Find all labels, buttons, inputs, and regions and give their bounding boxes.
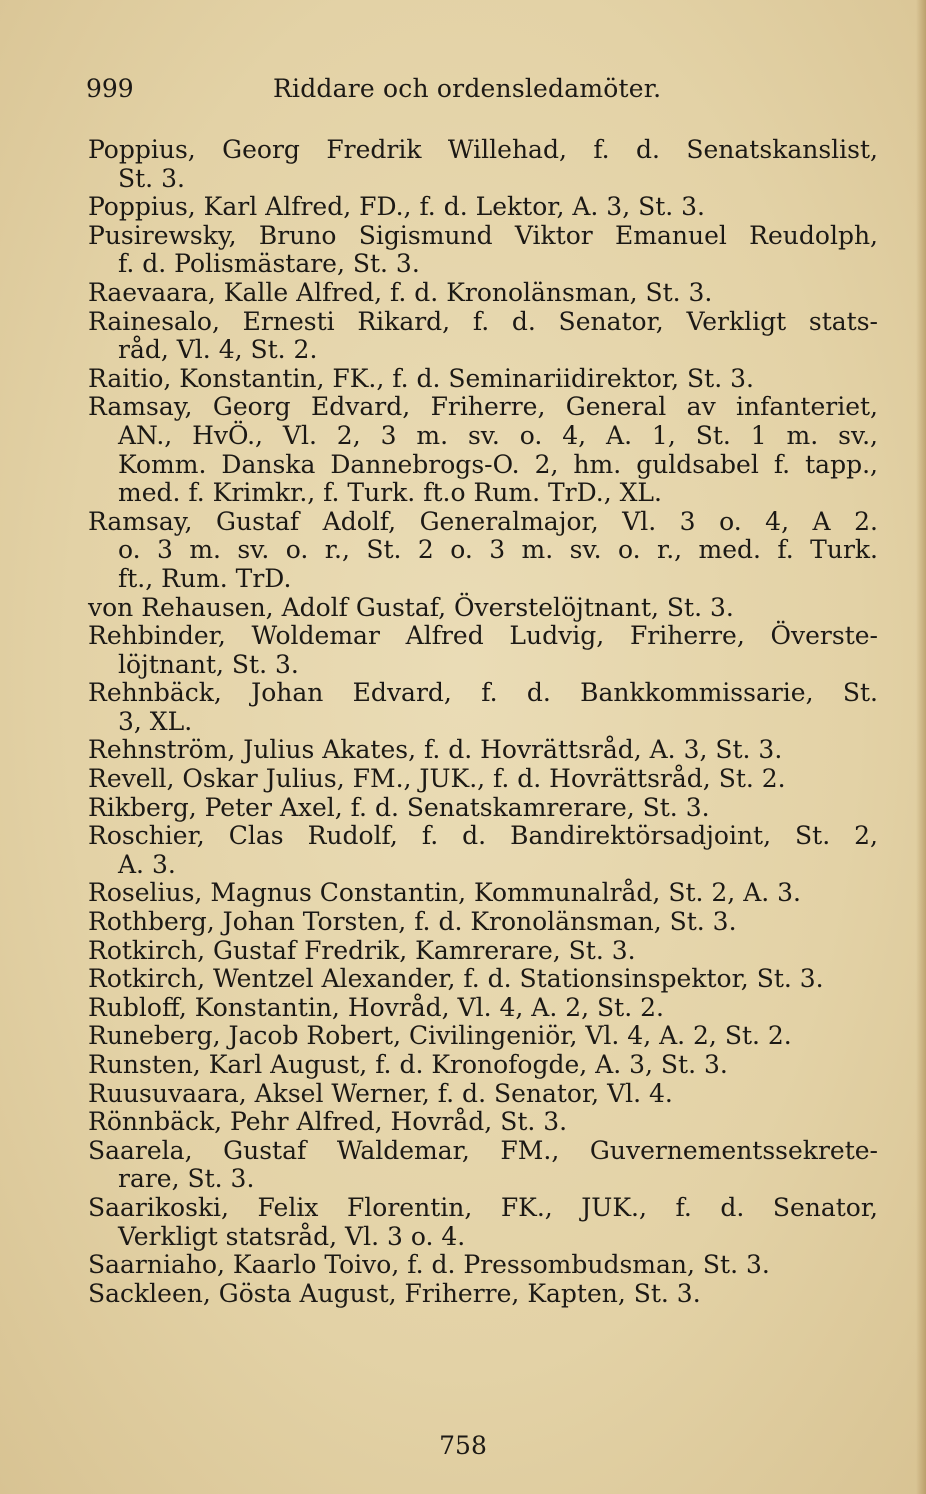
- header-page-number: 999: [86, 74, 134, 103]
- entry-continuation-line: med. f. Krimkr., f. Turk. ft.o Rum. TrD., XL.: [118, 478, 662, 508]
- entry-line: Roselius, Magnus Constantin, Kommunalråd, St. 2, A. 3.: [88, 878, 801, 908]
- entry: [88, 1137, 878, 1194]
- entry-line: Rehnbäck, Johan Edvard, f. d. Bankkommissarie, St.: [88, 678, 878, 708]
- entry-continuation-line: Komm. Danska Dannebrogs-O. 2, hm. guldsabel f. tapp.,: [118, 449, 878, 479]
- entry: [88, 393, 878, 507]
- entry: [88, 1108, 878, 1137]
- entry: [88, 136, 878, 193]
- entry-line: Rehbinder, Woldemar Alfred Ludvig, Friherre, Överste-: [88, 621, 878, 651]
- entry-continuation-line: ft., Rum. TrD.: [118, 563, 292, 593]
- entry-continuation-line: A. 3.: [118, 849, 176, 879]
- entry: [88, 279, 878, 308]
- entry-line: Rainesalo, Ernesti Rikard, f. d. Senator, Verkligt stats-: [88, 306, 878, 336]
- entry-line: Rehnström, Julius Akates, f. d. Hovrättsråd, A. 3, St. 3.: [88, 735, 783, 765]
- entry: [88, 908, 878, 937]
- entry: [88, 594, 878, 623]
- entry-line: Raevaara, Kalle Alfred, f. d. Kronolänsman, St. 3.: [88, 277, 713, 307]
- entry-line: Rothberg, Johan Torsten, f. d. Kronolänsman, St. 3.: [88, 907, 737, 937]
- running-title: Riddare och ordensledamöter.: [273, 74, 662, 103]
- entry-line: Roschier, Clas Rudolf, f. d. Bandirektörsadjoint, St. 2,: [88, 821, 878, 851]
- entry: [88, 1080, 878, 1109]
- entry-list: [88, 136, 878, 1308]
- entry-line: Runsten, Karl August, f. d. Kronofogde, A. 3, St. 3.: [88, 1050, 728, 1079]
- entry: [88, 822, 878, 879]
- entry-line: Ruusuvaara, Aksel Werner, f. d. Senator, Vl. 4.: [88, 1078, 673, 1108]
- entry-line: Revell, Oskar Julius, FM., JUK., f. d. Hovrättsråd, St. 2.: [88, 764, 786, 794]
- entry: [88, 879, 878, 908]
- entry: [88, 308, 878, 365]
- entry-line: Poppius, Georg Fredrik Willehad, f. d. Senatskanslist,: [88, 135, 878, 164]
- entry-continuation-line: o. 3 m. sv. o. r., St. 2 o. 3 m. sv. o. r., med. f. Turk.: [118, 535, 878, 565]
- page-edge: [916, 0, 926, 1494]
- entry: [88, 1194, 878, 1251]
- entry: [88, 965, 878, 994]
- entry-continuation-line: löjtnant, St. 3.: [118, 649, 299, 679]
- entry: [88, 365, 878, 394]
- entry-line: Pusirewsky, Bruno Sigismund Viktor Emanuel Reudolph,: [88, 220, 878, 250]
- entry-continuation-line: råd, Vl. 4, St. 2.: [118, 335, 318, 365]
- entry-line: Rotkirch, Gustaf Fredrik, Kamrerare, St. 3.: [88, 935, 636, 965]
- entry-line: Poppius, Karl Alfred, FD., f. d. Lektor, A. 3, St. 3.: [88, 192, 706, 222]
- entry: [88, 794, 878, 823]
- entry-line: Rikberg, Peter Axel, f. d. Senatskamrerare, St. 3.: [88, 792, 710, 822]
- entry: [88, 1280, 878, 1309]
- entry-continuation-line: f. d. Polismästare, St. 3.: [118, 249, 420, 279]
- entry-line: Rubloff, Konstantin, Hovråd, Vl. 4, A. 2, St. 2.: [88, 992, 664, 1022]
- entry-line: Saarela, Gustaf Waldemar, FM., Guvernementssekrete-: [88, 1135, 878, 1165]
- entry-continuation-line: 3, XL.: [118, 706, 193, 736]
- entry: [88, 222, 878, 279]
- entry: [88, 1022, 878, 1051]
- entry-line: von Rehausen, Adolf Gustaf, Överstelöjtnant, St. 3.: [88, 592, 734, 622]
- entry-line: Saarikoski, Felix Florentin, FK., JUK., f. d. Senator,: [88, 1192, 878, 1222]
- entry: [88, 994, 878, 1023]
- entry-line: Rönnbäck, Pehr Alfred, Hovråd, St. 3.: [88, 1107, 568, 1137]
- entry: [88, 508, 878, 594]
- page-header: [86, 72, 886, 106]
- entry: [88, 765, 878, 794]
- page-footer: [0, 1430, 926, 1462]
- entry-continuation-line: AN., HvÖ., Vl. 2, 3 m. sv. o. 4, A. 1, St. 1 m. sv.,: [118, 420, 878, 450]
- entry: [88, 937, 878, 966]
- entry-continuation-line: Verkligt statsråd, Vl. 3 o. 4.: [118, 1221, 466, 1251]
- footer-page-number: 758: [439, 1431, 487, 1460]
- entry-line: Sackleen, Gösta August, Friherre, Kapten, St. 3.: [88, 1278, 701, 1308]
- entry: [88, 193, 878, 222]
- entry: [88, 736, 878, 765]
- entry-continuation-line: rare, St. 3.: [118, 1164, 255, 1194]
- entry-line: Raitio, Konstantin, FK., f. d. Seminariidirektor, St. 3.: [88, 363, 754, 393]
- entry-line: Ramsay, Gustaf Adolf, Generalmajor, Vl. 3 o. 4, A 2.: [88, 506, 878, 536]
- entry-line: Runeberg, Jacob Robert, Civilingeniör, Vl. 4, A. 2, St. 2.: [88, 1021, 792, 1051]
- entry-line: Saarniaho, Kaarlo Toivo, f. d. Pressombudsman, St. 3.: [88, 1250, 770, 1280]
- entry-continuation-line: St. 3.: [118, 163, 185, 193]
- entry: [88, 679, 878, 736]
- entry: [88, 1051, 878, 1080]
- entry: [88, 1251, 878, 1280]
- entry: [88, 622, 878, 679]
- entry-line: Rotkirch, Wentzel Alexander, f. d. Stationsinspektor, St. 3.: [88, 964, 824, 994]
- entry-line: Ramsay, Georg Edvard, Friherre, General av infanteriet,: [88, 392, 878, 422]
